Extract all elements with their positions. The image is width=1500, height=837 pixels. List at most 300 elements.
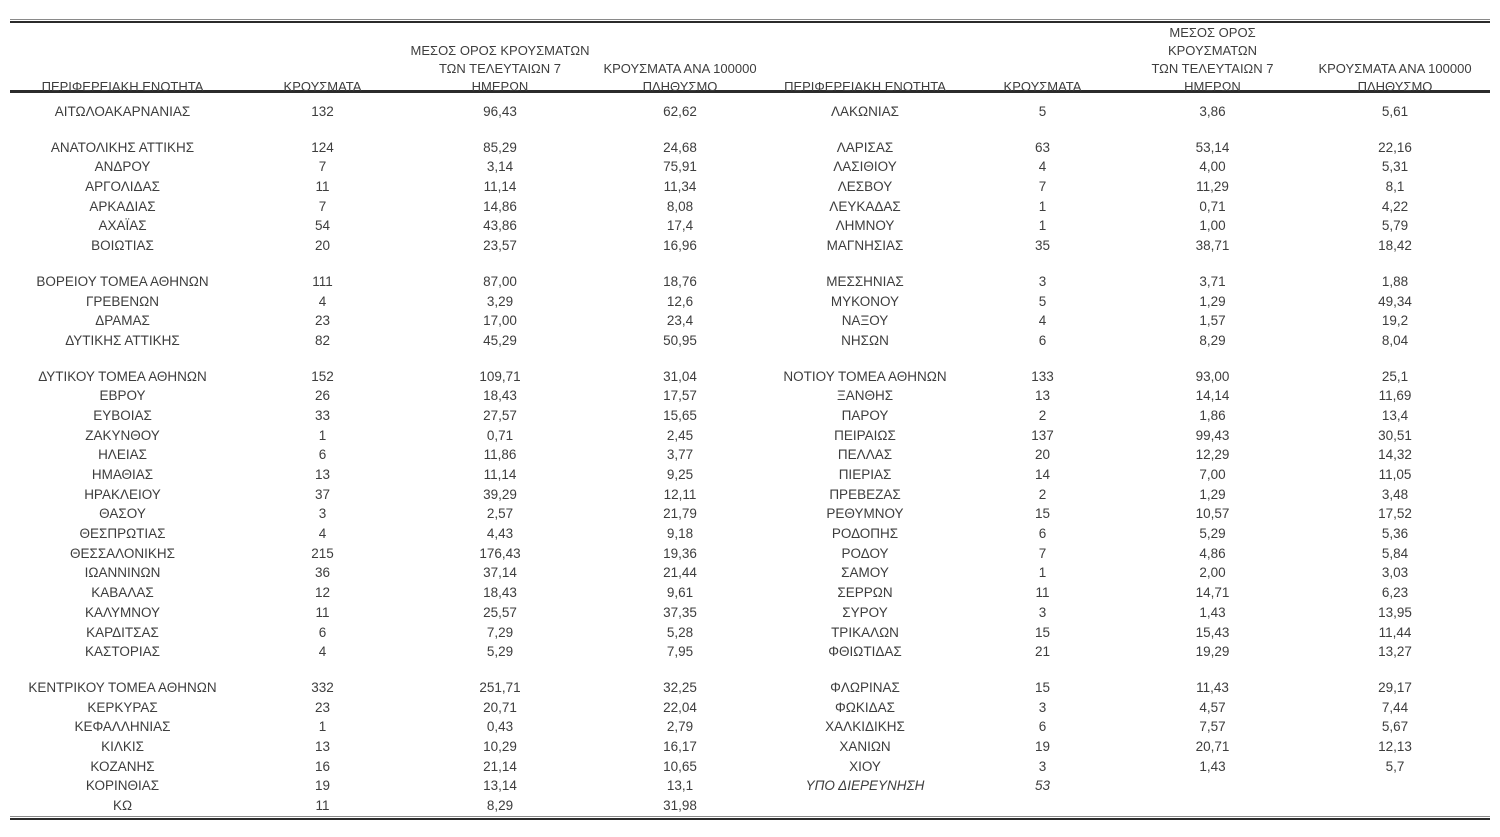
table-row — [10, 102, 1490, 122]
cases-cell: 4 — [318, 293, 327, 309]
region-cell: ΕΥΒΟΙΑΣ — [93, 407, 152, 423]
table-row — [10, 138, 1490, 158]
table-row — [10, 642, 1490, 662]
per100k-cell: 22,04 — [663, 699, 697, 715]
col-header-label: ΚΡΟΥΣΜΑΤΑ ΑΝΑ 100000 — [603, 61, 757, 76]
cases-cell: 4 — [318, 526, 327, 542]
cases-cell: 11 — [315, 179, 330, 195]
region-cell: ΘΕΣΣΑΛΟΝΙΚΗΣ — [69, 545, 176, 561]
avg7-cell: 1,00 — [1199, 218, 1226, 234]
per100k-cell: 18,76 — [663, 273, 697, 289]
avg7-cell: 37,14 — [483, 565, 517, 581]
avg7-cell: 7,00 — [1199, 467, 1226, 482]
cases-cell: 63 — [1034, 139, 1051, 155]
region-cell: ΘΕΣΠΡΩΤΙΑΣ — [79, 526, 166, 542]
col-header-label: ΚΡΟΥΣΜΑΤΑ — [1003, 79, 1082, 94]
avg7-cell: 1,43 — [1199, 604, 1226, 620]
per100k-cell: 16,17 — [663, 738, 697, 754]
region-cell: ΛΕΥΚΑΔΑΣ — [829, 198, 901, 214]
per100k-cell: 17,52 — [1378, 506, 1412, 522]
cases-cell: 15 — [1034, 679, 1051, 695]
region-cell: ΣΥΡΟΥ — [842, 604, 888, 620]
table-row — [10, 406, 1490, 426]
col-header-label: ΚΡΟΥΣΜΑΤΑ ΑΝΑ 100000 — [1318, 61, 1472, 76]
region-cell: ΜΕΣΣΗΝΙΑΣ — [826, 273, 904, 289]
per100k-cell: 30,51 — [1378, 427, 1412, 443]
per100k-cell: 5,31 — [1381, 159, 1409, 175]
col-header-label: ΤΩΝ ΤΕΛΕΥΤΑΙΩΝ 7 — [1151, 61, 1274, 76]
table-row — [10, 698, 1490, 718]
cases-cell: 11 — [315, 604, 330, 620]
per100k-cell: 23,4 — [666, 313, 694, 329]
cases-cell: 26 — [314, 388, 331, 404]
table-row — [10, 737, 1490, 757]
region-cell: ΦΘΙΩΤΙΔΑΣ — [828, 644, 902, 660]
table-row — [10, 386, 1490, 406]
cases-cell: 4 — [318, 644, 327, 660]
avg7-cell: 0,71 — [486, 427, 514, 443]
cases-cell: 4 — [1038, 159, 1047, 175]
cases-cell: 1 — [318, 427, 327, 443]
per100k-cell: 5,79 — [1381, 218, 1409, 234]
cases-cell: 36 — [314, 565, 331, 581]
regional-cases-table — [10, 19, 1490, 821]
per100k-cell: 8,1 — [1385, 179, 1405, 195]
avg7-cell: 43,86 — [483, 218, 517, 234]
avg7-cell: 18,43 — [483, 388, 517, 404]
col-header-cases-left — [235, 78, 410, 96]
per100k-cell: 3,03 — [1381, 565, 1409, 581]
cases-cell: 3 — [1038, 273, 1047, 289]
region-cell: ΑΝΔΡΟΥ — [94, 159, 151, 175]
cases-cell: 3 — [1038, 758, 1047, 774]
avg7-cell: 4,43 — [486, 526, 514, 542]
cases-cell: 11 — [1035, 585, 1050, 601]
region-cell: ΒΟΡΕΙΟΥ ΤΟΜΕΑ ΑΘΗΝΩΝ — [36, 273, 209, 289]
col-header-region-right — [770, 78, 960, 96]
region-cell: ΑΙΤΩΛΟΑΚΑΡΝΑΝΙΑΣ — [54, 104, 191, 119]
cases-cell: 53 — [1034, 778, 1051, 794]
avg7-cell: 2,00 — [1199, 565, 1226, 581]
per100k-cell: 13,27 — [1378, 644, 1412, 660]
table-row — [10, 197, 1490, 217]
avg7-cell: 17,00 — [483, 313, 517, 329]
table-bottom-border — [10, 816, 1490, 821]
avg7-cell: 11,86 — [483, 447, 517, 463]
col-header-avg7-right — [1125, 24, 1300, 96]
region-cell: ΑΡΚΑΔΙΑΣ — [89, 198, 156, 214]
per100k-cell: 24,68 — [663, 139, 697, 155]
cases-cell: 23 — [314, 313, 331, 329]
per100k-cell: 5,36 — [1381, 526, 1409, 542]
region-cell: ΠΑΡΟΥ — [841, 407, 889, 423]
region-cell: ΠΕΙΡΑΙΩΣ — [834, 427, 896, 443]
avg7-cell: 7,57 — [1199, 719, 1226, 735]
col-header-region-left — [10, 78, 235, 96]
per100k-cell: 37,35 — [663, 604, 697, 620]
per100k-cell: 1,88 — [1381, 273, 1409, 289]
table-row — [10, 177, 1490, 197]
per100k-cell: 12,11 — [663, 486, 697, 502]
col-header-label: ΠΛΗΘΥΣΜΟ — [642, 79, 718, 94]
col-header-label: ΠΛΗΘΥΣΜΟ — [1357, 79, 1433, 94]
cases-cell: 2 — [1038, 486, 1047, 502]
per100k-cell: 25,1 — [1381, 368, 1409, 384]
per100k-cell: 11,44 — [1378, 624, 1412, 640]
per100k-cell: 50,95 — [663, 332, 697, 348]
avg7-cell: 5,29 — [486, 644, 514, 660]
per100k-cell: 75,91 — [663, 159, 697, 175]
avg7-cell: 45,29 — [483, 332, 517, 348]
per100k-cell: 5,61 — [1381, 104, 1409, 119]
cases-cell: 6 — [318, 447, 327, 463]
region-cell: ΑΡΓΟΛΙΔΑΣ — [85, 179, 160, 195]
avg7-cell: 1,29 — [1199, 293, 1226, 309]
avg7-cell: 3,86 — [1199, 104, 1226, 119]
per100k-cell: 11,34 — [663, 179, 697, 195]
region-cell: ΑΧΑΪΑΣ — [98, 218, 147, 234]
per100k-cell: 21,79 — [663, 506, 697, 522]
table-row — [10, 563, 1490, 583]
cases-cell: 7 — [318, 198, 327, 214]
cases-cell: 132 — [311, 104, 334, 119]
per100k-cell: 12,6 — [666, 293, 694, 309]
region-cell: ΡΟΔΟΥ — [841, 545, 889, 561]
region-cell: ΝΟΤΙΟΥ ΤΟΜΕΑ ΑΘΗΝΩΝ — [783, 368, 947, 384]
region-cell: ΓΡΕΒΕΝΩΝ — [85, 293, 160, 309]
avg7-cell: 3,14 — [486, 159, 514, 175]
avg7-cell: 4,86 — [1199, 545, 1226, 561]
cases-cell: 14 — [1034, 467, 1051, 482]
avg7-cell: 96,43 — [483, 104, 517, 119]
per100k-cell: 13,4 — [1381, 407, 1409, 423]
cases-cell: 15 — [1034, 624, 1051, 640]
per100k-cell: 5,28 — [666, 624, 694, 640]
table-row — [10, 331, 1490, 351]
avg7-cell: 99,43 — [1195, 427, 1230, 443]
region-cell: ΕΒΡΟΥ — [99, 388, 146, 404]
cases-cell: 215 — [311, 545, 334, 561]
region-cell: ΣΕΡΡΩΝ — [837, 585, 893, 601]
table-row — [10, 236, 1490, 256]
avg7-cell: 11,29 — [1196, 179, 1229, 195]
per100k-cell: 17,57 — [663, 388, 697, 404]
region-cell: ΚΕΡΚΥΡΑΣ — [87, 699, 158, 715]
table-row — [10, 216, 1490, 236]
cases-cell: 6 — [1038, 332, 1047, 348]
avg7-cell: 3,71 — [1199, 273, 1226, 289]
per100k-cell: 15,65 — [663, 407, 697, 423]
region-cell: ΚΑΡΔΙΤΣΑΣ — [86, 624, 159, 640]
avg7-cell: 10,57 — [1195, 506, 1230, 522]
table-row — [10, 583, 1490, 603]
cases-cell: 37 — [314, 486, 331, 502]
region-cell: ΡΕΘΥΜΝΟΥ — [826, 506, 904, 522]
col-header-label: ΗΜΕΡΩΝ — [1184, 79, 1241, 94]
cases-cell: 13 — [314, 738, 331, 754]
avg7-cell: 2,57 — [486, 506, 514, 522]
avg7-cell: 25,57 — [483, 604, 517, 620]
col-header-avg7-left — [410, 42, 590, 96]
region-cell: ΛΕΣΒΟΥ — [837, 179, 893, 195]
table-row — [10, 485, 1490, 505]
avg7-cell: 10,29 — [483, 738, 517, 754]
region-cell: ΝΗΣΩΝ — [841, 332, 889, 348]
spacer-row — [10, 662, 1490, 678]
per100k-cell: 3,48 — [1381, 486, 1409, 502]
region-cell: ΛΑΡΙΣΑΣ — [836, 139, 894, 155]
region-cell: ΜΥΚΟΝΟΥ — [830, 293, 900, 309]
region-cell: ΚΑΣΤΟΡΙΑΣ — [85, 644, 160, 660]
cases-cell: 11 — [315, 798, 330, 813]
avg7-cell: 14,14 — [1195, 388, 1230, 404]
avg7-cell: 39,29 — [483, 486, 517, 502]
cases-cell: 152 — [311, 368, 334, 384]
col-header-per100k-right — [1300, 60, 1490, 96]
per100k-cell: 10,65 — [663, 758, 697, 774]
region-cell: ΧΑΛΚΙΔΙΚΗΣ — [825, 719, 905, 735]
per100k-cell: 62,62 — [663, 104, 697, 119]
cases-cell: 13 — [314, 467, 331, 482]
cases-cell: 16 — [314, 758, 331, 774]
cases-cell: 3 — [318, 506, 327, 522]
cases-cell: 111 — [312, 273, 333, 289]
cases-cell: 23 — [314, 699, 331, 715]
table-row — [10, 776, 1490, 796]
col-header-label: ΜΕΣΟΣ ΟΡΟΣ ΚΡΟΥΣΜΑΤΩΝ — [1167, 25, 1258, 58]
region-cell: ΛΑΣΙΘΙΟΥ — [833, 159, 897, 175]
cases-cell: 133 — [1031, 368, 1054, 384]
cases-cell: 19 — [314, 778, 331, 794]
region-cell: ΑΝΑΤΟΛΙΚΗΣ ΑΤΤΙΚΗΣ — [50, 139, 195, 155]
table-row — [10, 504, 1490, 524]
table-row — [10, 623, 1490, 643]
avg7-cell: 11,14 — [483, 179, 517, 195]
cases-cell: 1 — [318, 719, 327, 735]
per100k-cell: 11,69 — [1378, 388, 1412, 404]
avg7-cell: 27,57 — [483, 407, 517, 423]
region-cell: ΚΟΡΙΝΘΙΑΣ — [85, 778, 160, 794]
region-cell: ΧΑΝΙΩΝ — [839, 738, 891, 754]
cases-cell: 137 — [1031, 427, 1054, 443]
spacer-row — [10, 351, 1490, 367]
cases-cell: 82 — [314, 332, 331, 348]
avg7-cell: 13,14 — [483, 778, 517, 794]
cases-cell: 6 — [1038, 526, 1047, 542]
per100k-cell: 22,16 — [1378, 139, 1412, 155]
region-cell: ΒΟΙΩΤΙΑΣ — [91, 238, 154, 254]
per100k-cell: 9,18 — [666, 526, 694, 542]
region-cell: ΠΡΕΒΕΖΑΣ — [829, 486, 901, 502]
avg7-cell: 8,29 — [486, 798, 514, 813]
region-cell: ΡΟΔΟΠΗΣ — [831, 526, 899, 542]
cases-cell: 3 — [1038, 604, 1047, 620]
table-row — [10, 426, 1490, 446]
region-cell: ΧΙΟΥ — [849, 758, 881, 774]
avg7-cell: 53,14 — [1195, 139, 1230, 155]
col-header-label: ΜΕΣΟΣ ΟΡΟΣ ΚΡΟΥΣΜΑΤΩΝ — [410, 43, 590, 58]
cases-cell: 332 — [311, 679, 334, 695]
cases-cell: 1 — [1038, 198, 1047, 214]
table-row — [10, 544, 1490, 564]
region-cell: ΚΟΖΑΝΗΣ — [90, 758, 155, 774]
avg7-cell: 14,71 — [1195, 585, 1230, 601]
table-header-row — [10, 24, 1490, 94]
per100k-cell: 14,32 — [1378, 447, 1412, 463]
avg7-cell: 23,57 — [483, 238, 517, 254]
per100k-cell: 3,77 — [666, 447, 694, 463]
region-cell: ΘΑΣΟΥ — [99, 506, 146, 522]
avg7-cell: 4,00 — [1199, 159, 1226, 175]
per100k-cell: 2,45 — [666, 427, 694, 443]
avg7-cell: 251,71 — [479, 679, 521, 695]
region-cell: ΚΙΛΚΙΣ — [101, 738, 144, 754]
col-header-label: ΠΕΡΙΦΕΡΕΙΑΚΗ ΕΝΟΤΗΤΑ — [41, 79, 204, 94]
table-row — [10, 465, 1490, 485]
per100k-cell: 13,95 — [1378, 604, 1412, 620]
cases-cell: 20 — [1034, 447, 1051, 463]
table-row — [10, 272, 1490, 292]
table-row — [10, 524, 1490, 544]
per100k-cell: 17,4 — [666, 218, 694, 234]
cases-cell: 3 — [1038, 699, 1047, 715]
cases-cell: 7 — [1038, 179, 1047, 195]
cases-cell: 19 — [1034, 738, 1051, 754]
avg7-cell: 11,14 — [483, 467, 517, 482]
avg7-cell: 12,29 — [1195, 447, 1230, 463]
table-row — [10, 678, 1490, 698]
col-header-label: ΚΡΟΥΣΜΑΤΑ — [283, 79, 362, 94]
per100k-cell: 9,25 — [666, 467, 694, 482]
region-cell: ΙΩΑΝΝΙΝΩΝ — [84, 565, 161, 581]
region-cell: ΝΑΞΟΥ — [841, 313, 889, 329]
per100k-cell: 32,25 — [663, 679, 697, 695]
per100k-cell: 19,2 — [1381, 313, 1409, 329]
per100k-cell: 29,17 — [1378, 679, 1412, 695]
cases-cell: 15 — [1034, 506, 1051, 522]
avg7-cell: 7,29 — [486, 624, 514, 640]
avg7-cell: 1,57 — [1199, 313, 1226, 329]
region-cell: ΛΗΜΝΟΥ — [835, 218, 895, 234]
avg7-cell: 38,71 — [1195, 238, 1230, 254]
region-cell: ΗΡΑΚΛΕΙΟΥ — [84, 486, 161, 502]
region-cell: ΔΥΤΙΚΗΣ ΑΤΤΙΚΗΣ — [65, 332, 180, 348]
region-cell: ΠΕΛΛΑΣ — [837, 447, 893, 463]
cases-cell: 6 — [318, 624, 327, 640]
region-cell: ΜΑΓΝΗΣΙΑΣ — [826, 238, 904, 254]
cases-cell: 4 — [1038, 313, 1047, 329]
avg7-cell: 11,43 — [1196, 679, 1229, 695]
avg7-cell: 87,00 — [483, 273, 517, 289]
cases-cell: 124 — [311, 139, 334, 155]
per100k-cell: 6,23 — [1381, 585, 1409, 601]
cases-cell: 7 — [1038, 545, 1047, 561]
cases-cell: 12 — [314, 585, 331, 601]
region-cell: ΚΕΦΑΛΛΗΝΙΑΣ — [74, 719, 171, 735]
per100k-cell: 18,42 — [1378, 238, 1412, 254]
cases-cell: 1 — [1038, 565, 1047, 581]
per100k-cell: 5,67 — [1381, 719, 1409, 735]
cases-cell: 54 — [314, 218, 331, 234]
spacer-row — [10, 256, 1490, 272]
per100k-cell: 5,7 — [1385, 758, 1405, 774]
per100k-cell: 13,1 — [666, 778, 694, 794]
per100k-cell: 11,05 — [1378, 467, 1412, 482]
avg7-cell: 20,71 — [1195, 738, 1230, 754]
table-row — [10, 717, 1490, 737]
cases-cell: 5 — [1038, 104, 1047, 119]
col-header-per100k-left — [590, 60, 770, 96]
per100k-cell: 5,84 — [1381, 545, 1409, 561]
region-cell: ΚΩ — [112, 798, 133, 813]
avg7-cell: 4,57 — [1199, 699, 1226, 715]
table-body — [10, 93, 1490, 816]
avg7-cell: 0,71 — [1199, 198, 1226, 214]
spacer-row — [10, 122, 1490, 138]
region-cell: ΚΕΝΤΡΙΚΟΥ ΤΟΜΕΑ ΑΘΗΝΩΝ — [28, 679, 217, 695]
table-row — [10, 157, 1490, 177]
cases-cell: 35 — [1034, 238, 1051, 254]
per100k-cell: 21,44 — [663, 565, 697, 581]
avg7-cell: 18,43 — [483, 585, 517, 601]
per100k-cell: 49,34 — [1378, 293, 1412, 309]
avg7-cell: 85,29 — [483, 139, 517, 155]
avg7-cell: 19,29 — [1195, 644, 1230, 660]
per100k-cell: 8,04 — [1381, 332, 1409, 348]
avg7-cell: 15,43 — [1195, 624, 1230, 640]
region-cell: ΖΑΚΥΝΘΟΥ — [85, 427, 160, 443]
avg7-cell: 21,14 — [483, 758, 517, 774]
cases-cell: 6 — [1038, 719, 1047, 735]
per100k-cell: 2,79 — [666, 719, 694, 735]
avg7-cell: 8,29 — [1199, 332, 1226, 348]
col-header-cases-right — [960, 78, 1125, 96]
table-row — [10, 367, 1490, 387]
avg7-cell: 5,29 — [1199, 526, 1226, 542]
cases-cell: 13 — [1034, 388, 1051, 404]
region-cell: ΤΡΙΚΑΛΩΝ — [831, 624, 899, 640]
region-cell: ΠΙΕΡΙΑΣ — [838, 467, 892, 482]
avg7-cell: 1,86 — [1199, 407, 1226, 423]
region-cell: ΣΑΜΟΥ — [841, 565, 889, 581]
cases-cell: 20 — [314, 238, 331, 254]
region-cell: ΥΠΟ ΔΙΕΡΕΥΝΗΣΗ — [805, 778, 925, 794]
per100k-cell: 16,96 — [663, 238, 697, 254]
region-cell: ΛΑΚΩΝΙΑΣ — [831, 104, 899, 119]
avg7-cell: 109,71 — [479, 368, 521, 384]
per100k-cell: 4,22 — [1381, 198, 1409, 214]
avg7-cell: 1,43 — [1199, 758, 1226, 774]
region-cell: ΚΑΛΥΜΝΟΥ — [84, 604, 161, 620]
region-cell: ΞΑΝΘΗΣ — [836, 388, 894, 404]
cases-cell: 2 — [1038, 407, 1047, 423]
col-header-label: ΠΕΡΙΦΕΡΕΙΑΚΗ ΕΝΟΤΗΤΑ — [784, 79, 946, 94]
per100k-cell: 19,36 — [663, 545, 697, 561]
per100k-cell: 31,04 — [663, 368, 697, 384]
per100k-cell: 31,98 — [663, 798, 697, 813]
cases-cell: 7 — [318, 159, 327, 175]
per100k-cell: 12,13 — [1378, 738, 1412, 754]
region-cell: ΗΜΑΘΙΑΣ — [91, 467, 154, 482]
per100k-cell: 7,95 — [666, 644, 694, 660]
avg7-cell: 20,71 — [483, 699, 517, 715]
region-cell: ΔΡΑΜΑΣ — [95, 313, 150, 329]
table-row — [10, 603, 1490, 623]
avg7-cell: 3,29 — [486, 293, 514, 309]
region-cell: ΦΛΩΡΙΝΑΣ — [830, 679, 900, 695]
avg7-cell: 176,43 — [479, 545, 521, 561]
col-header-label: ΤΩΝ ΤΕΛΕΥΤΑΙΩΝ 7 — [438, 61, 562, 76]
